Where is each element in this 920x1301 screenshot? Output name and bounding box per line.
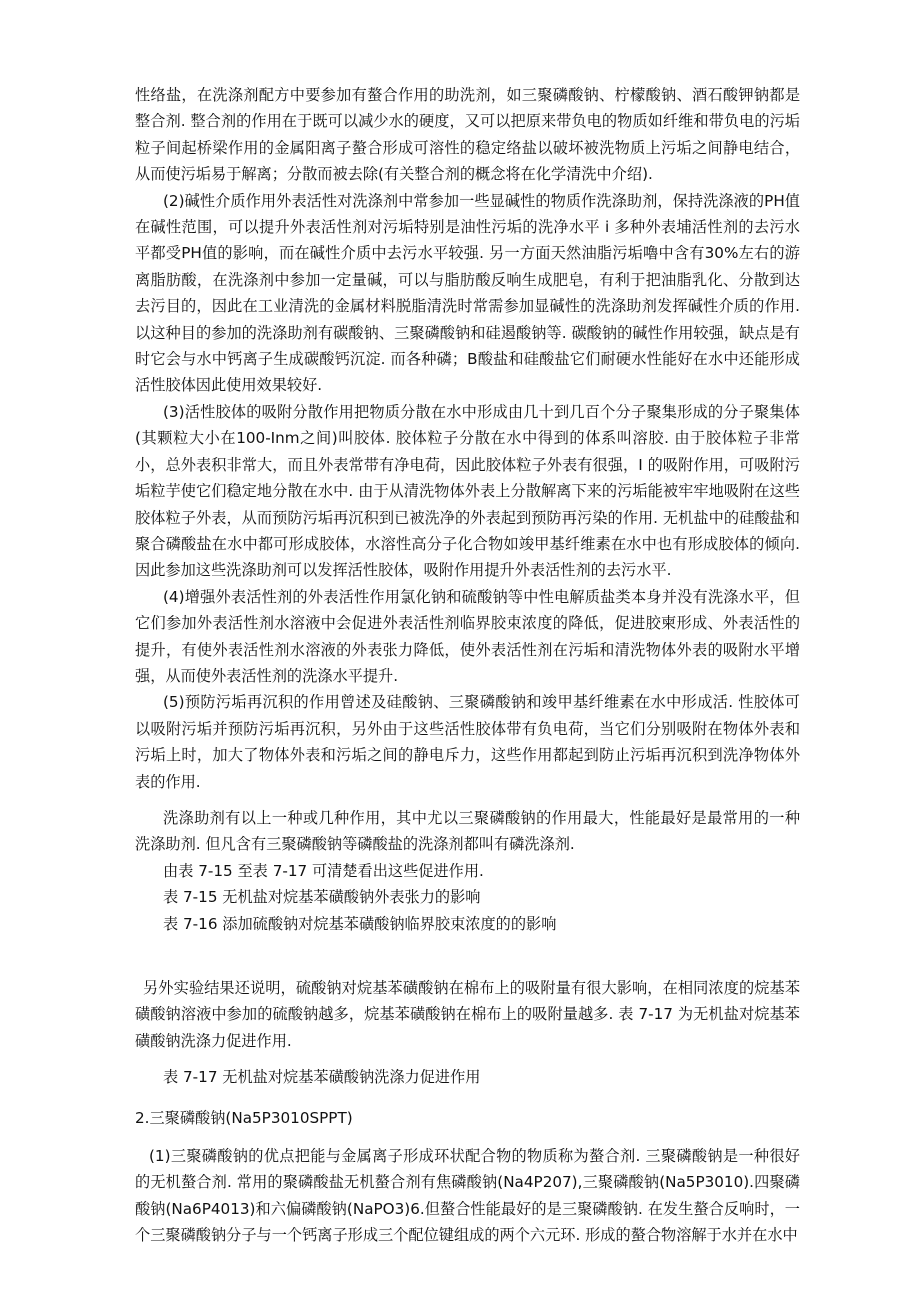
- table-caption-7-15: 表 7-15 无机盐对烷基苯磺酸钠外表张力的影响: [163, 888, 481, 907]
- paragraph-adsorption-results: 另外实验结果还说明，硫酸钠对烷基苯磺酸钠在棉布上的吸附量有很大影响，在相同浓度的烷基苯磺酸钠溶液中参加的硫酸钠越多，烷基苯磺酸钠在棉布上的吸附量越多. 表 7-17 为无机盐对烷基苯磺酸钠洗涤力促进作用.: [135, 979, 800, 1050]
- paragraph-surface-activity: (4)增强外表活性剂的外表活性作用氯化钠和硫酸钠等中性电解质盐类本身并没有洗涤水平，但它们参加外表活性剂水溶液中会促进外表活性剂临界胶束浓度的降低，促进胶柬形成、外表活性的提升，有使外表活性剂水溶液的外表张力降低，使外表活性剂在污垢和清洗物体外表的吸附水平增强，从而使外表活性剂的洗涤水平提升.: [135, 587, 800, 685]
- paragraph-chelation-cont: 性络盐，在洗涤剂配方中要参加有螯合作用的助洗剂，如三聚磷酸钠、柠檬酸钠、酒石酸钾钠都是整合剂. 整合剂的作用在于既可以减少水的硬度，又可以把原来带负电的物质如纤维和带负电的污垢粒子间起桥梁作用的金属阳离子螯合形成可溶性的稳定络盐以破坏被洗物质上污垢之间静电结合，从而使污垢易于解离；分散而被去除(有关整合剂的概念将在化学清洗中介绍).: [135, 86, 800, 184]
- paragraph-builder-summary: 洗涤助剂有以上一种或几种作用，其中尤以三聚磷酸钠的作用最大，性能最好是最常用的一种洗涤助剂. 但凡含有三聚磷酸钠等磷酸盐的洗涤剂都叫有磷洗涤剂.: [135, 808, 800, 854]
- paragraph-colloid-adsorption: (3)活性胶体的吸附分散作用把物质分散在水中形成由几十到几百个分子聚集形成的分子聚集体(其颗粒大小在100-Inm之间)叫胶体. 胶体粒子分散在水中得到的体系叫溶胶. 由于胶体粒子非常小，总外表积非常大，而且外表常带有净电荷，因此胶体粒子外表有很强，I 的吸附作用，可吸附污垢粒芋使它们稳定地分散在水中. 由于从清洗物体外表上分散解离下来的污垢能被牢牢地吸附在这些胶体粒子外表，从而预防污垢再沉积到已被洗净的外表起到预防再污染的作用. 无机盐中的硅酸盐和聚合磷酸盐在水中都可形成胶体，水溶性高分子化合物如竣甲基纤维素在水中也有形成胶体的倾向. 因此参加这些洗涤助剂可以发挥活性胶体，吸附作用提升外表活性剂的去污水平.: [135, 402, 800, 580]
- paragraph-table-intro: 由表 7-15 至表 7-17 可清楚看出这些促进作用.: [163, 861, 484, 880]
- table-caption-7-17: 表 7-17 无机盐对烷基苯磺酸钠洗涤力促进作用: [163, 1068, 481, 1087]
- section-heading-sodium-tripolyphosphate: 2.三聚磷酸钠(Na5P3010SPPT): [135, 1108, 353, 1127]
- paragraph-alkaline-medium: (2)碱性介质作用外表活性对洗涤剂中常参加一些显碱性的物质作洗涤助剂，保持洗涤液的PH值在碱性范围，可以提升外表活性剂对污垢特别是油性污垢的洗净水平 i 多种外表埔活性剂的去污水平都受PH值的影响，而在碱性介质中去污水平较强. 另一方面天然油脂污垢嚕中含有30%左右的游离脂肪酸，在洗涤剂中参加一定量碱，可以与脂肪酸反响生成肥皂，有利于把油脂乳化、分散到达去污目的，因此在工业清洗的金属材料脱脂清洗时常需参加显碱性的洗涤助剂发挥碱性介质的作用. 以这种目的参加的洗涤助剂有碳酸钠、三聚磷酸钠和硅遏酸钠等. 碳酸钠的碱性作用较强，缺点是有时它会与水中钙离子生成碳酸钙沉淀. 而各种磷；B酸盐和硅酸盐它们耐硬水性能好在水中还能形成活性胶体因此使用效果较好.: [135, 191, 800, 395]
- document-page: [135, 82, 800, 1249]
- paragraph-stpp-advantages: (1)三聚磷酸钠的优点把能与金属离子形成环状配合物的物质称为螯合剂. 三聚磷酸钠是一种很好的无机螯合剂. 常用的聚磷酸盐无机螯合剂有焦磷酸钠(Na4P207),三聚磷酸钠(Na5P3010).四聚磷酸钠(Na6P4013)和六偏磷酸钠(NaPO3)6.但螯合性能最好的是三聚磷酸钠. 在发生螯合反响时，一个三聚磷酸钠分子与一个钙离子形成三个配位键组成的两个六元环. 形成的螯合物溶解于水并在水中: [135, 1147, 800, 1245]
- paragraph-anti-redeposition: (5)预防污垢再沉积的作用曾述及硅酸钠、三聚磷酸钠和竣甲基纤维素在水中形成活. 性胶体可以吸附污垢并预防污垢再沉积，另外由于这些活性胶体带有负电荷，当它们分别吸附在物体外表和污垢上时，加大了物体外表和污垢之间的静电斥力，这些作用都起到防止污垢再沉积到洗净物体外表的作用.: [135, 693, 800, 791]
- table-caption-7-16: 表 7-16 添加硫酸钠对烷基苯磺酸钠临界胶束浓度的的影响: [163, 914, 557, 933]
